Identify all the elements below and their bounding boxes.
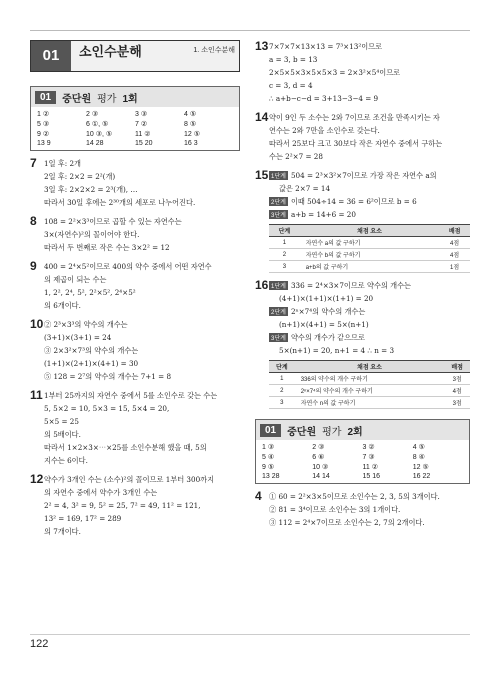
- table-row: [269, 385, 470, 397]
- answer-line: 의 6개이다.: [44, 301, 81, 310]
- answer-cell: 15 16: [362, 473, 381, 480]
- answer-line: 5, 5×2 = 10, 5×3 = 15, 5×4 = 20,: [44, 404, 170, 413]
- answer-10: [30, 318, 240, 383]
- table-cell: 2ⁿ×7⁴의 약수의 개수 구하기: [295, 385, 445, 397]
- answer-line: 7×7×7×13×13 = 7³×13²이므로: [269, 42, 383, 51]
- step-text: 2ⁿ×7⁴의 약수의 개수는: [290, 307, 366, 316]
- answer-line: ③ 112 = 2⁴×7이므로 소인수는 2, 7의 2개이다.: [269, 518, 425, 527]
- eval-round: 2회: [347, 426, 363, 438]
- answer-7: [30, 157, 240, 209]
- answer-16: [255, 279, 470, 409]
- table-cell: 1점: [439, 261, 470, 273]
- step-tag: 2단계: [269, 197, 288, 206]
- answer-line: 약수가 3개인 수는 (소수)²의 꼴이므로 1부터 300까지: [44, 475, 215, 484]
- answer-cell: 6 ⑥: [312, 454, 325, 461]
- bottom-rule: [30, 634, 470, 635]
- answer-cell: 5 ④: [262, 454, 275, 461]
- answer-line: 3×(자연수)²의 꼴이어야 한다.: [44, 230, 140, 239]
- table-cell: 3점: [444, 373, 470, 385]
- question-number: 15: [255, 168, 269, 182]
- table-cell: 자연수 n의 값 구하기: [295, 397, 445, 409]
- answer-line: (3+1)×(3+1) = 24: [44, 333, 112, 342]
- answer-cell: 16 22: [412, 473, 431, 480]
- answer-4: [255, 490, 470, 529]
- table-cell: a+b의 값 구하기: [300, 261, 440, 273]
- left-column: [30, 40, 240, 538]
- step-text: a+b = 14+6 = 20: [290, 210, 356, 219]
- eval-title: 중단원: [287, 426, 317, 438]
- step-text: 약수의 개수가 같으므로: [290, 333, 365, 342]
- step-line: [269, 195, 470, 208]
- chapter-banner: [30, 40, 240, 72]
- answer-line: ② 81 = 3⁴이므로 소인수는 3의 1개이다.: [269, 505, 401, 514]
- answer-cell: 2 ③: [312, 444, 325, 451]
- right-column: [255, 40, 470, 529]
- table-row: [269, 397, 470, 409]
- step-text-cont: 값은 2×7 = 14: [279, 184, 331, 193]
- step-line: [269, 208, 470, 221]
- answer-cell: 12 ⑤: [184, 131, 201, 138]
- step-text: 이때 504÷14 = 36 = 6²이므로 b = 6: [290, 197, 417, 206]
- eval-number: 01: [35, 91, 56, 104]
- step-line: [269, 169, 470, 182]
- table-header: 단계: [269, 225, 300, 237]
- answer-cell: 1 ②: [37, 111, 50, 118]
- step-tag: 3단계: [269, 333, 288, 342]
- answer-line: (1+1)×(2+1)×(4+1) = 30: [44, 359, 139, 368]
- answer-line: ① 60 = 2²×3×5이므로 소인수는 2, 3, 5의 3개이다.: [269, 492, 440, 501]
- answer-line: c = 3, d = 4: [269, 81, 313, 90]
- answer-cell: 3 ②: [362, 444, 375, 451]
- scoring-table: [269, 224, 470, 273]
- step-line: [269, 305, 470, 318]
- answer-15: [255, 169, 470, 273]
- step-text-cont: (4+1)×(1+1)×(1+1) = 20: [279, 294, 374, 303]
- question-number: 13: [255, 39, 269, 53]
- answer-grid-2: [256, 440, 469, 483]
- answer-12: [30, 473, 240, 538]
- answer-line: 3일 후: 2×2×2 = 2³(개), …: [44, 185, 138, 194]
- answer-line: 의 자연수 중에서 약수가 3개인 수는: [44, 488, 158, 497]
- answer-13: [255, 40, 470, 105]
- answer-cell: 16 3: [184, 140, 198, 147]
- answer-cell: 8 ④: [412, 454, 425, 461]
- answer-line: 13² = 169, 17² = 289: [44, 514, 122, 523]
- answer-cell: 11 ②: [362, 464, 378, 471]
- answer-line: 연수는 2와 7만을 소인수로 갖는다.: [269, 126, 380, 135]
- answer-cell: 9 ⑤: [262, 464, 275, 471]
- answer-line: 1일 후: 2개: [44, 159, 81, 168]
- answer-line: 따라서 25보다 크고 30보다 작은 자연수 중에서 구하는: [269, 139, 443, 148]
- answer-line: 따라서 1×2×3×⋯×25를 소인수분해 했을 때, 5의: [44, 443, 207, 452]
- answer-cell: 4 ⑤: [184, 111, 197, 118]
- top-rule: [30, 30, 470, 31]
- answer-14: [255, 111, 470, 163]
- answer-8: [30, 215, 240, 254]
- answer-line: 5×5 = 25: [44, 417, 79, 426]
- answer-cell: 14 14: [312, 473, 330, 480]
- table-header: 채점 요소: [300, 225, 440, 237]
- answer-line: 2×5×5×3×5×5×3 = 2×3²×5⁴이므로: [269, 68, 401, 77]
- eval-title: 중단원: [62, 93, 92, 105]
- table-cell: 2: [269, 385, 295, 397]
- table-row: [269, 237, 470, 249]
- step-line: [269, 279, 470, 292]
- question-number: 14: [255, 110, 269, 124]
- answer-line: ⑤ 128 = 2⁷의 약수의 개수는 7+1 = 8: [44, 372, 172, 381]
- table-cell: 1: [269, 237, 300, 249]
- table-cell: 4점: [444, 385, 470, 397]
- question-number: 16: [255, 278, 269, 292]
- chapter-number: 01: [31, 41, 71, 71]
- answer-line: a = 3, b = 13: [269, 55, 318, 64]
- question-number: 4: [255, 489, 262, 503]
- question-number: 11: [30, 388, 43, 402]
- eval-kind: 평가: [97, 93, 117, 105]
- table-cell: 4점: [439, 249, 470, 261]
- table-row: [269, 261, 470, 273]
- scoring-table: [269, 360, 470, 409]
- answer-line: 약이 9인 두 소수는 2와 7이므로 조건을 만족시키는 자: [269, 113, 440, 122]
- answer-line: 따라서 30일 후에는 2³⁰개의 세포로 나누어진다.: [44, 198, 196, 207]
- answer-cell: 3 ③: [135, 111, 148, 118]
- chapter-subtitle: 1. 소인수분해: [193, 47, 235, 54]
- page-number: 122: [30, 638, 49, 650]
- answer-cell: 9 ②: [37, 131, 50, 138]
- table-header: 배점: [444, 361, 470, 373]
- table-cell: 4점: [439, 237, 470, 249]
- answer-line: 의 7개이다.: [44, 527, 81, 536]
- answer-cell: 1 ③: [262, 444, 275, 451]
- answer-cell: 12 ⑤: [412, 464, 429, 471]
- table-cell: 2: [269, 249, 300, 261]
- answer-line: 의 제곱이 되는 수는: [44, 275, 107, 284]
- step-tag: 1단계: [269, 171, 288, 180]
- table-cell: 3: [269, 397, 295, 409]
- step-line: [269, 331, 470, 344]
- table-cell: 자연수 b의 값 구하기: [300, 249, 440, 261]
- table-header: 단계: [269, 361, 295, 373]
- eval-kind: 평가: [322, 426, 342, 438]
- answer-line: ③ 2×3²×7³의 약수의 개수는: [44, 346, 139, 355]
- answer-cell: 13 28: [262, 473, 280, 480]
- step-text: 504 = 2³×3²×7이므로 가장 작은 자연수 a의: [290, 171, 437, 180]
- answer-line: 400 = 2⁴×5²이므로 400의 약수 중에서 어떤 자연수: [44, 262, 212, 271]
- step-tag: 1단계: [269, 281, 288, 290]
- answer-cell: 7 ②: [135, 121, 148, 128]
- eval-box-1: [30, 86, 240, 151]
- answer-line: 1, 2², 2⁴, 5², 2²×5², 2⁴×5²: [44, 288, 136, 297]
- answer-line: ② 2³×3³의 약수의 개수는: [44, 320, 128, 329]
- table-cell: 3점: [444, 397, 470, 409]
- answer-cell: 2 ③: [86, 111, 99, 118]
- answer-line: 의 5배이다.: [44, 430, 81, 439]
- eval-header-2: [256, 420, 469, 440]
- answer-cell: 6 ①, ⑤: [86, 121, 109, 128]
- table-header: 배점: [439, 225, 470, 237]
- answer-line: ∴ a+b−c−d = 3+13−3−4 = 9: [269, 94, 379, 103]
- step-text-cont: 5×(n+1) = 20, n+1 = 4 ∴ n = 3: [279, 346, 395, 355]
- answer-cell: 10 ③, ⑤: [86, 131, 113, 138]
- table-row: [269, 373, 470, 385]
- answer-cell: 8 ⑤: [184, 121, 197, 128]
- answer-cell: 11 ②: [135, 131, 151, 138]
- answer-line: 1부터 25까지의 자연수 중에서 5를 소인수로 갖는 수는: [44, 391, 218, 400]
- chapter-title: 소인수분해: [79, 44, 142, 59]
- eval-box-2: [255, 419, 470, 484]
- question-number: 12: [30, 472, 44, 486]
- question-number: 7: [30, 156, 37, 170]
- answer-line: 수는 2²×7 = 28: [269, 152, 323, 161]
- answer-11: [30, 389, 240, 467]
- table-cell: 1: [269, 373, 295, 385]
- answer-cell: 7 ③: [362, 454, 375, 461]
- answer-line: 2일 후: 2×2 = 2²(개): [44, 172, 116, 181]
- answer-line: 지수는 6이다.: [44, 456, 88, 465]
- step-tag: 2단계: [269, 307, 288, 316]
- answer-line: 108 = 2²×3³이므로 곱할 수 있는 자연수는: [44, 217, 182, 226]
- eval-round: 1회: [122, 93, 138, 105]
- answer-cell: 4 ⑤: [412, 444, 425, 451]
- answer-line: 따라서 두 번째로 작은 수는 3×2² = 12: [44, 243, 170, 252]
- eval-number: 01: [260, 424, 281, 437]
- question-number: 8: [30, 214, 37, 228]
- answer-grid-1: [31, 107, 239, 150]
- question-number: 9: [30, 259, 37, 273]
- question-number: 10: [30, 317, 44, 331]
- answer-cell: 13 9: [37, 140, 51, 147]
- answer-cell: 5 ③: [37, 121, 50, 128]
- answer-9: [30, 260, 240, 312]
- table-header: 채점 요소: [295, 361, 445, 373]
- step-tag: 3단계: [269, 210, 288, 219]
- table-row: [269, 249, 470, 261]
- answer-cell: 14 28: [86, 140, 104, 147]
- answer-cell: 10 ③: [312, 464, 329, 471]
- answer-line: 2² = 4, 3² = 9, 5² = 25, 7² = 49, 11² = 121,: [44, 501, 201, 510]
- step-text: 336 = 2⁴×3×7이므로 약수의 개수는: [290, 281, 411, 290]
- table-cell: 3: [269, 261, 300, 273]
- table-cell: 336의 약수의 개수 구하기: [295, 373, 445, 385]
- answer-cell: 15 20: [135, 140, 153, 147]
- eval-header-1: [31, 87, 239, 107]
- table-cell: 자연수 a의 값 구하기: [300, 237, 440, 249]
- step-text-cont: (n+1)×(4+1) = 5×(n+1): [279, 320, 369, 329]
